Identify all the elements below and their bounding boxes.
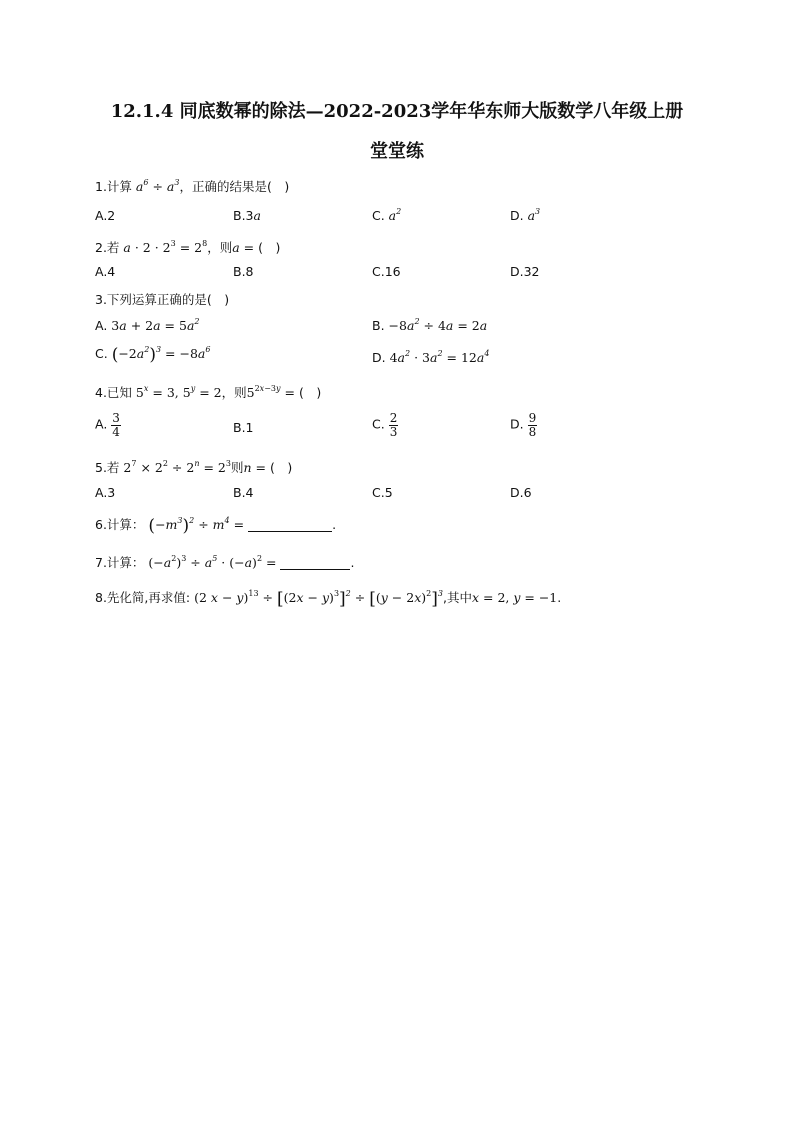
question-7: 7.计算： $(-a^2)^3 \div a^5 \cdot (-a)^2$ = . <box>95 554 355 570</box>
q1-option-d[interactable]: D. $a^3$ <box>510 207 541 223</box>
q3-option-c[interactable]: C. $(-2a^2)^3 = -8a^6$ <box>95 345 211 365</box>
q4-fraction-d: $\frac{9}{8}$ <box>528 411 537 439</box>
q1-option-c[interactable]: C. $a^2$ <box>372 207 402 223</box>
question-8: 8.先化简,再求值: (2 $x - y)^{13} \div [(2x - y)^3]^2 \div [(y - 2x)^2]^3$,其中x = 2, y = −1. <box>95 589 562 609</box>
q4-option-c[interactable]: C. $\frac{2}{3}$ <box>372 411 398 439</box>
q5-expression: $2^7 \times 2^2 \div 2^n = 2^3$ <box>123 459 231 475</box>
q4-option-d[interactable]: D. $\frac{9}{8}$ <box>510 411 537 439</box>
q4-option-b[interactable]: B.1 <box>233 420 254 435</box>
q1-expression: $a^6 \div a^3$ <box>135 178 180 194</box>
question-3: 3.下列运算正确的是( ) <box>95 292 230 307</box>
q2-option-b[interactable]: B.8 <box>233 264 254 279</box>
q6-expression: $(-m^3)^2 \div m^4$ = <box>148 516 245 536</box>
q7-answer-blank[interactable] <box>280 556 350 570</box>
q5-option-d[interactable]: D.6 <box>510 485 532 500</box>
q3-option-a[interactable]: A. $3a + 2a = 5a^2$ <box>95 317 200 333</box>
question-1: 1.计算 $a^6 \div a^3$，正确的结果是( ) <box>95 178 290 194</box>
q5-option-b[interactable]: B.4 <box>233 485 254 500</box>
q4-fraction-a: $\frac{3}{4}$ <box>112 411 120 439</box>
q5-option-a[interactable]: A.3 <box>95 485 116 500</box>
question-2: 2.若 $a \cdot 2 \cdot 2^3 = 2^8$，则a = ( ) <box>95 239 281 255</box>
q3-option-b[interactable]: B. $-8a^2 \div 4a = 2a$ <box>372 317 488 333</box>
q8-expression: (2 $x - y)^{13} \div [(2x - y)^3]^2 \div [(y - 2x)^2]^3$ <box>194 589 443 609</box>
q3-option-d[interactable]: D. $4a^2 \cdot 3a^2 = 12a^4$ <box>372 349 490 365</box>
q2-option-a[interactable]: A.4 <box>95 264 116 279</box>
q2-expression: $a \cdot 2 \cdot 2^3 = 2^8$ <box>123 239 208 255</box>
q6-answer-blank[interactable] <box>248 518 332 532</box>
q2-option-c[interactable]: C.16 <box>372 264 401 279</box>
q2-option-d[interactable]: D.32 <box>510 264 540 279</box>
q4-fraction-c: $\frac{2}{3}$ <box>389 411 398 439</box>
q4-expression: 5$^x$ = 3, 5$^y$ = 2 <box>135 384 222 400</box>
q5-option-c[interactable]: C.5 <box>372 485 393 500</box>
question-4: 4.已知 5$^x$ = 3, 5$^y$ = 2，则$5^{2x-3y}$ = ( ) <box>95 384 322 400</box>
q1-option-b[interactable]: B.3a <box>233 208 261 223</box>
q1-option-a[interactable]: A.2 <box>95 208 116 223</box>
question-6: 6.计算： $(-m^3)^2 \div m^4$ = . <box>95 516 337 536</box>
worksheet-title: 12.1.4 同底数幂的除法—2022-2023学年华东师大版数学八年级上册 <box>110 101 684 122</box>
q7-expression: $(-a^2)^3 \div a^5 \cdot (-a)^2$ = <box>148 554 277 570</box>
worksheet-subtitle: 堂堂练 <box>370 141 424 162</box>
q4-option-a[interactable]: A. $\frac{3}{4}$ <box>95 411 120 439</box>
question-5: 5.若 $2^7 \times 2^2 \div 2^n = 2^3$则n = ( ) <box>95 459 293 475</box>
